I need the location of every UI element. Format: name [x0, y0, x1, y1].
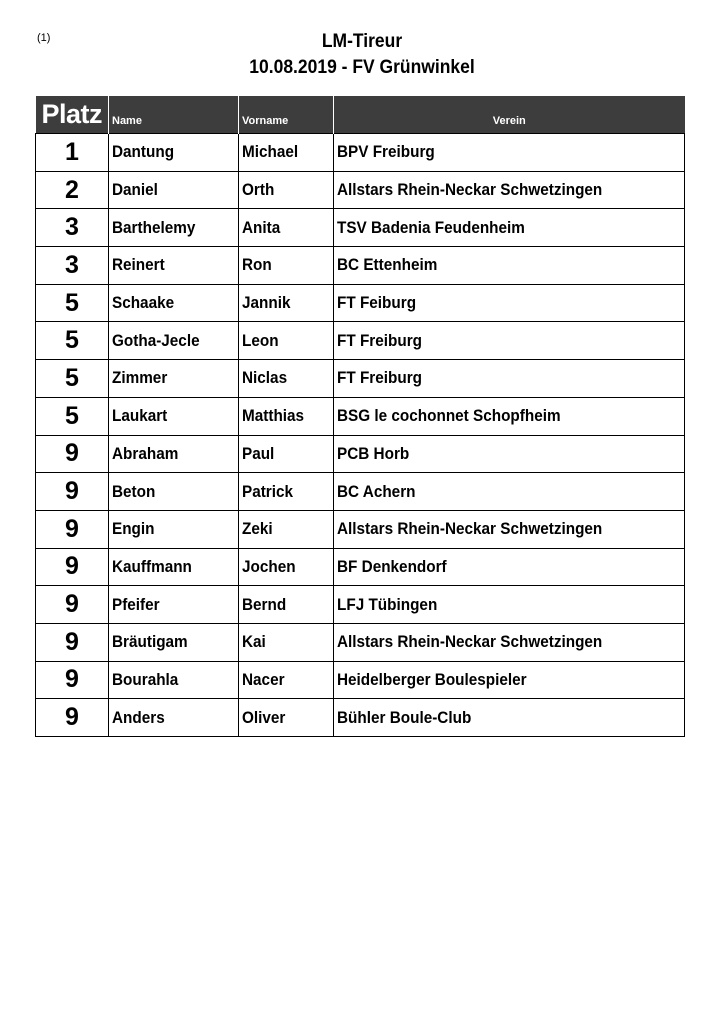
cell-verein	[334, 360, 685, 398]
cell-vorname-text: Zeki	[242, 519, 273, 539]
table-row	[36, 548, 685, 586]
cell-verein-text: BF Denkendorf	[337, 556, 447, 576]
cell-name	[109, 661, 239, 699]
cell-platz: 9	[36, 435, 109, 473]
cell-vorname	[239, 435, 334, 473]
cell-vorname	[239, 247, 334, 285]
cell-vorname-text: Anita	[242, 217, 281, 237]
cell-vorname-text: Oliver	[242, 707, 286, 727]
cell-platz: 1	[36, 134, 109, 172]
cell-vorname	[239, 322, 334, 360]
results-table-header	[36, 96, 685, 134]
table-row	[36, 510, 685, 548]
cell-vorname-text: Ron	[242, 255, 272, 275]
cell-verein-text: BC Achern	[337, 481, 416, 501]
cell-verein	[334, 171, 685, 209]
cell-verein-text: FT Freiburg	[337, 368, 423, 388]
cell-verein	[334, 699, 685, 737]
cell-name-text: Gotha-Jecle	[112, 330, 200, 350]
cell-platz: 5	[36, 360, 109, 398]
cell-name-text: Dantung	[112, 142, 175, 162]
cell-vorname	[239, 586, 334, 624]
cell-verein-text: FT Freiburg	[337, 330, 423, 350]
cell-vorname	[239, 548, 334, 586]
cell-platz: 5	[36, 397, 109, 435]
results-table-body	[36, 134, 685, 737]
cell-platz: 9	[36, 623, 109, 661]
cell-vorname	[239, 623, 334, 661]
column-header-name	[109, 96, 239, 134]
cell-vorname-text: Jannik	[242, 293, 291, 313]
cell-vorname	[239, 134, 334, 172]
table-row	[36, 284, 685, 322]
column-header-vorname	[239, 96, 334, 134]
cell-vorname-text: Orth	[242, 180, 275, 200]
cell-vorname	[239, 473, 334, 511]
cell-name-text: Engin	[112, 519, 155, 539]
table-row	[36, 247, 685, 285]
cell-vorname	[239, 397, 334, 435]
cell-name-text: Bourahla	[112, 669, 179, 689]
cell-platz: 9	[36, 510, 109, 548]
cell-verein-text: Allstars Rhein-Neckar Schwetzingen	[337, 632, 603, 652]
cell-name	[109, 510, 239, 548]
cell-name-text: Barthelemy	[112, 217, 196, 237]
cell-verein-text: Bühler Boule-Club	[337, 707, 472, 727]
cell-verein	[334, 473, 685, 511]
cell-verein-text: Allstars Rhein-Neckar Schwetzingen	[337, 180, 603, 200]
cell-vorname	[239, 360, 334, 398]
cell-verein	[334, 623, 685, 661]
cell-verein-text: TSV Badenia Feudenheim	[337, 217, 525, 237]
cell-vorname-text: Kai	[242, 632, 266, 652]
cell-name	[109, 360, 239, 398]
cell-vorname	[239, 661, 334, 699]
header-row	[36, 96, 685, 134]
cell-verein	[334, 322, 685, 360]
cell-name	[109, 284, 239, 322]
cell-name	[109, 322, 239, 360]
cell-name-text: Daniel	[112, 180, 158, 200]
cell-name	[109, 209, 239, 247]
cell-vorname-text: Patrick	[242, 481, 294, 501]
cell-vorname-text: Leon	[242, 330, 279, 350]
cell-name	[109, 548, 239, 586]
cell-platz: 3	[36, 247, 109, 285]
cell-name-text: Beton	[112, 481, 156, 501]
cell-verein	[334, 397, 685, 435]
cell-vorname-text: Nacer	[242, 669, 285, 689]
cell-verein-text: FT Feiburg	[337, 293, 417, 313]
table-row	[36, 435, 685, 473]
cell-vorname-text: Matthias	[242, 406, 305, 426]
document-title: LM-Tireur	[321, 31, 403, 52]
cell-platz: 9	[36, 699, 109, 737]
cell-name-text: Laukart	[112, 406, 168, 426]
column-header-verein-label: Verein	[492, 115, 526, 127]
cell-verein-text: Allstars Rhein-Neckar Schwetzingen	[337, 519, 603, 539]
cell-verein	[334, 661, 685, 699]
cell-platz: 2	[36, 171, 109, 209]
cell-vorname-text: Bernd	[242, 594, 287, 614]
cell-verein	[334, 247, 685, 285]
cell-name	[109, 397, 239, 435]
cell-platz: 3	[36, 209, 109, 247]
cell-platz: 9	[36, 473, 109, 511]
cell-vorname-text: Jochen	[242, 556, 296, 576]
cell-name	[109, 435, 239, 473]
cell-name-text: Schaake	[112, 293, 175, 313]
table-row	[36, 171, 685, 209]
table-row	[36, 360, 685, 398]
cell-verein-text: LFJ Tübingen	[337, 594, 438, 614]
cell-platz: 9	[36, 661, 109, 699]
cell-verein-text: PCB Horb	[337, 443, 410, 463]
cell-vorname	[239, 171, 334, 209]
table-row	[36, 623, 685, 661]
cell-verein	[334, 548, 685, 586]
cell-platz: 9	[36, 586, 109, 624]
table-row	[36, 322, 685, 360]
table-row	[36, 661, 685, 699]
cell-verein-text: BC Ettenheim	[337, 255, 438, 275]
cell-name-text: Reinert	[112, 255, 165, 275]
column-header-vorname-label: Vorname	[242, 115, 289, 127]
cell-name-text: Pfeifer	[112, 594, 160, 614]
cell-vorname-text: Paul	[242, 443, 275, 463]
column-header-verein	[334, 96, 685, 134]
table-row	[36, 473, 685, 511]
cell-vorname-text: Niclas	[242, 368, 288, 388]
cell-verein-text: BSG le cochonnet Schopfheim	[337, 406, 561, 426]
cell-vorname	[239, 209, 334, 247]
table-row	[36, 586, 685, 624]
cell-verein-text: Heidelberger Boulespieler	[337, 669, 527, 689]
cell-name	[109, 171, 239, 209]
cell-name-text: Abraham	[112, 443, 179, 463]
cell-verein	[334, 134, 685, 172]
cell-name-text: Kauffmann	[112, 556, 192, 576]
document-subtitle: 10.08.2019 - FV Grünwinkel	[249, 57, 475, 78]
cell-name	[109, 247, 239, 285]
cell-vorname	[239, 510, 334, 548]
results-table	[35, 96, 685, 737]
cell-name	[109, 699, 239, 737]
table-row	[36, 134, 685, 172]
cell-verein	[334, 284, 685, 322]
table-row	[36, 397, 685, 435]
cell-name	[109, 473, 239, 511]
cell-name-text: Bräutigam	[112, 632, 188, 652]
cell-name-text: Anders	[112, 707, 165, 727]
cell-name	[109, 586, 239, 624]
cell-vorname	[239, 284, 334, 322]
column-header-name-label: Name	[112, 115, 142, 127]
column-header-platz: Platz	[36, 96, 109, 134]
cell-platz: 9	[36, 548, 109, 586]
table-row	[36, 209, 685, 247]
cell-verein-text: BPV Freiburg	[337, 142, 435, 162]
cell-name-text: Zimmer	[112, 368, 168, 388]
cell-name	[109, 134, 239, 172]
cell-name	[109, 623, 239, 661]
page-marker: (1)	[37, 32, 51, 44]
cell-platz: 5	[36, 284, 109, 322]
cell-verein	[334, 510, 685, 548]
cell-verein	[334, 435, 685, 473]
cell-vorname	[239, 699, 334, 737]
table-row	[36, 699, 685, 737]
cell-platz: 5	[36, 322, 109, 360]
cell-vorname-text: Michael	[242, 142, 299, 162]
cell-verein	[334, 209, 685, 247]
cell-verein	[334, 586, 685, 624]
